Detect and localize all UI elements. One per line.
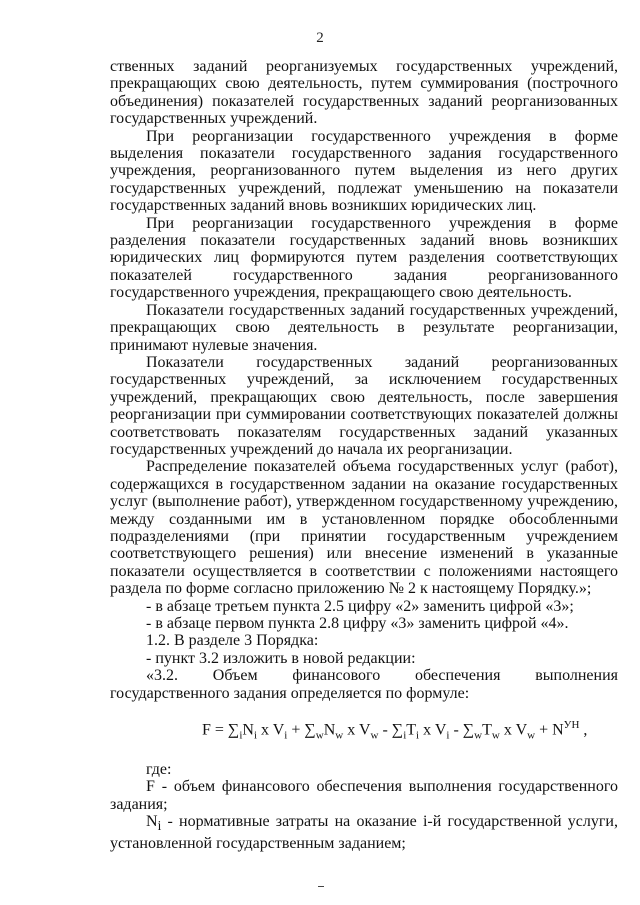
formula-subscript: w [370,729,379,742]
formula-subscript: i [446,729,450,742]
formula-subscript: i [253,729,258,742]
paragraph: Показатели государственных заданий государственных учреждений, прекращающих свою деятельность в результате реорганизации, принимают нулевые значения. [110,301,618,354]
formula-subscript: i [284,729,288,742]
paragraph: ственных заданий реорганизуемых государственных учреждений, прекращающих свою деятельность, путем суммирования (построчного объединения) показателей государственных заданий реорганизованных государственных учреждений. [110,58,618,128]
formula-text: N [242,721,254,739]
definition-f: F - объем финансового обеспечения выполнения государственного задания; [110,778,618,813]
paragraph: Показатели государственных заданий реорганизованных государственных учреждений, за исключением государственных учреждений, прекращающих свою деятельность, после завершения реорганизации при суммировании соответствующих показателей должны соответствовать показателям государственных заданий указанных государственных учреждений до начала их реорганизации. [110,353,618,458]
formula-text: x V [419,721,447,739]
formula-text: x V [257,721,285,739]
definition-ni [110,813,618,852]
paragraph: - пункт 3.2 изложить в новой редакции: [146,649,416,667]
formula-superscript: УН [563,719,580,732]
formula-subscript: w [527,729,536,742]
paragraph: При реорганизации государственного учреждения в форме выделения показатели государственного задания государственного учреждения, реорганизованного путем выделения из него других государственных учреждений, подлежат уменьшению на показатели государственных заданий вновь возникших юридических лиц. [110,127,618,215]
bottom-mark [318,886,324,887]
formula-text: N [323,721,336,739]
symbol-n: N [146,813,158,831]
page-number: 2 [316,30,324,46]
formula-subscript: i [416,729,420,742]
definition-text: - нормативные затраты на оказание i-й государственной услуги, установленной государственным заданием; [110,813,618,852]
formula-text: + ∑ [287,721,316,739]
financing-formula [110,717,618,745]
paragraph: При реорганизации государственного учреждения в форме разделения показатели государственных заданий вновь возникших юридических лиц формируются путем разделения соответствующих показателей государственного задания реорганизованного государственного учреждения, прекращающего свою деятельность. [110,214,618,302]
formula-text: T [482,721,492,739]
formula-text: - ∑ [449,721,475,739]
paragraph: - в абзаце первом пункта 2.8 цифру «3» заменить цифрой «4». [146,615,569,632]
formula-subscript: i [403,729,407,742]
formula-subscript: w [315,729,324,742]
paragraph: 1.2. В разделе 3 Порядка: [146,632,319,650]
formula-subscript: w [491,729,500,742]
formula-text: x V [499,721,528,739]
formula-text: - ∑ [378,721,404,739]
paragraph: «3.2. Объем финансового обеспечения выполнения государственного задания определяется по формуле: [110,667,618,702]
where-label: где: [146,760,172,778]
formula-subscript: w [335,729,344,742]
formula-subscript: w [474,729,483,742]
paragraph: - в абзаце третьем пункта 2.5 цифру «2» заменить цифрой «3»; [146,597,574,615]
paragraph: Распределение показателей объема государственных услуг (работ), содержащихся в государственном задании на оказание государственных услуг (выполнение работ), утвержденном государственному учреждению, между созданными им в установленном порядке обособленными подразделениями (при принятии государственным учреждением соответствующего решения) или внесение изменений в указанные показатели осуществляется в соответствии с положениями настоящего раздела по форме согласно приложению № 2 к настоящему Порядку.»; [110,458,618,598]
symbol-subscript: i [157,818,162,834]
formula-text: x V [343,721,371,739]
document-body [110,58,618,852]
formula-text: T [406,721,417,739]
formula-text: + N [535,721,564,739]
formula-subscript: i [239,729,243,742]
formula-text: F = ∑ [202,721,240,739]
formula-text: , [579,721,588,739]
